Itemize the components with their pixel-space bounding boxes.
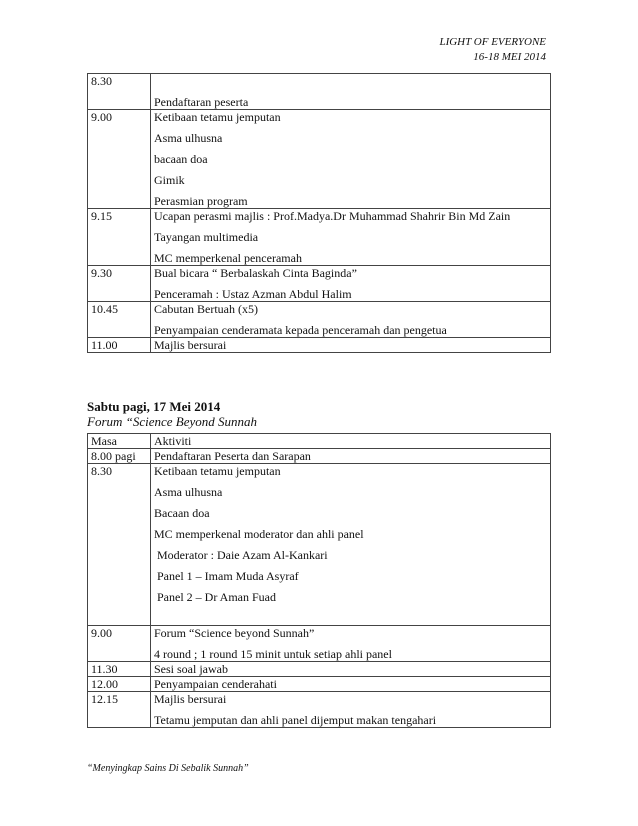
activity-line: Penyampaian cenderahati [154,677,277,691]
table-row [88,662,551,677]
activity-line: Asma ulhusna [154,485,223,499]
table-row [88,464,551,626]
footer-tagline: “Menyingkap Sains Di Sebalik Sunnah” [87,763,249,774]
activity-line: Tayangan multimedia [154,230,259,244]
time-cell: 11.00 [88,338,151,353]
activity-line: Ketibaan tetamu jemputan [154,110,281,124]
table-row [88,209,551,266]
time-cell: 10.45 [88,302,151,338]
time-cell: 12.00 [88,677,151,692]
activity-line: Penceramah : Ustaz Azman Abdul Halim [154,287,352,301]
table-row [88,338,551,353]
activity-cell [151,662,551,677]
schedule-table-2 [87,433,551,728]
table-row [88,434,551,449]
table-row [88,110,551,209]
activity-line: Bual bicara “ Berbalaskah Cinta Baginda” [154,266,357,280]
time-cell: 9.00 [88,110,151,209]
activity-line: Asma ulhusna [154,131,223,145]
time-cell: 8.30 [88,74,151,110]
schedule-table-1 [87,73,551,353]
activity-line: Aktiviti [154,434,192,448]
activity-line: Gimik [154,173,185,187]
activity-line: Tetamu jemputan dan ahli panel dijemput makan tengahari [154,713,437,727]
activity-cell [151,434,551,449]
header-title: LIGHT OF EVERYONE [439,36,546,48]
table-row [88,692,551,728]
activity-line: Ucapan perasmi majlis : Prof.Madya.Dr Muhammad Shahrir Bin Md Zain [154,209,511,223]
activity-cell [151,449,551,464]
time-cell: 8.00 pagi [88,449,151,464]
header-date: 16-18 MEI 2014 [473,51,546,63]
activity-line: 4 round ; 1 round 15 minit untuk setiap ahli panel [154,647,392,661]
table-row [88,626,551,662]
activity-cell [151,209,551,266]
time-cell: 12.15 [88,692,151,728]
time-cell: 9.15 [88,209,151,266]
activity-line: MC memperkenal penceramah [154,251,302,265]
section-heading: Sabtu pagi, 17 Mei 2014 [87,399,221,414]
activity-cell [151,677,551,692]
table-row [88,677,551,692]
activity-line: Panel 1 – Imam Muda Asyraf [154,569,299,583]
activity-cell [151,110,551,209]
activity-line: Penyampaian cenderamata kepada penceramah dan pengetua [154,323,447,337]
activity-cell [151,338,551,353]
activity-line: Moderator : Daie Azam Al-Kankari [154,548,328,562]
activity-line: Majlis bersurai [154,692,227,706]
activity-line: Panel 2 – Dr Aman Fuad [154,590,276,604]
time-cell: 9.00 [88,626,151,662]
activity-line: Bacaan doa [154,506,210,520]
activity-cell [151,74,551,110]
activity-line: Forum “Science beyond Sunnah” [154,626,315,640]
activity-cell [151,302,551,338]
activity-line: Ketibaan tetamu jemputan [154,464,281,478]
activity-line: Pendaftaran peserta [154,95,249,109]
time-cell: Masa [88,434,151,449]
activity-line: Pendaftaran Peserta dan Sarapan [154,449,311,463]
activity-line: Sesi soal jawab [154,662,228,676]
time-cell: 8.30 [88,464,151,626]
activity-line: Majlis bersurai [154,338,227,352]
table-row [88,302,551,338]
table-row [88,74,551,110]
table-row [88,449,551,464]
table-row [88,266,551,302]
activity-line: Perasmian program [154,194,248,208]
section-subheading: Forum “Science Beyond Sunnah [87,414,258,429]
time-cell: 9.30 [88,266,151,302]
activity-line: bacaan doa [154,152,208,166]
activity-line: MC memperkenal moderator dan ahli panel [154,527,364,541]
activity-line [154,74,547,95]
activity-cell [151,266,551,302]
activity-line [154,611,547,625]
activity-cell [151,692,551,728]
activity-cell [151,464,551,626]
activity-line: Cabutan Bertuah (x5) [154,302,258,316]
time-cell: 11.30 [88,662,151,677]
activity-cell [151,626,551,662]
